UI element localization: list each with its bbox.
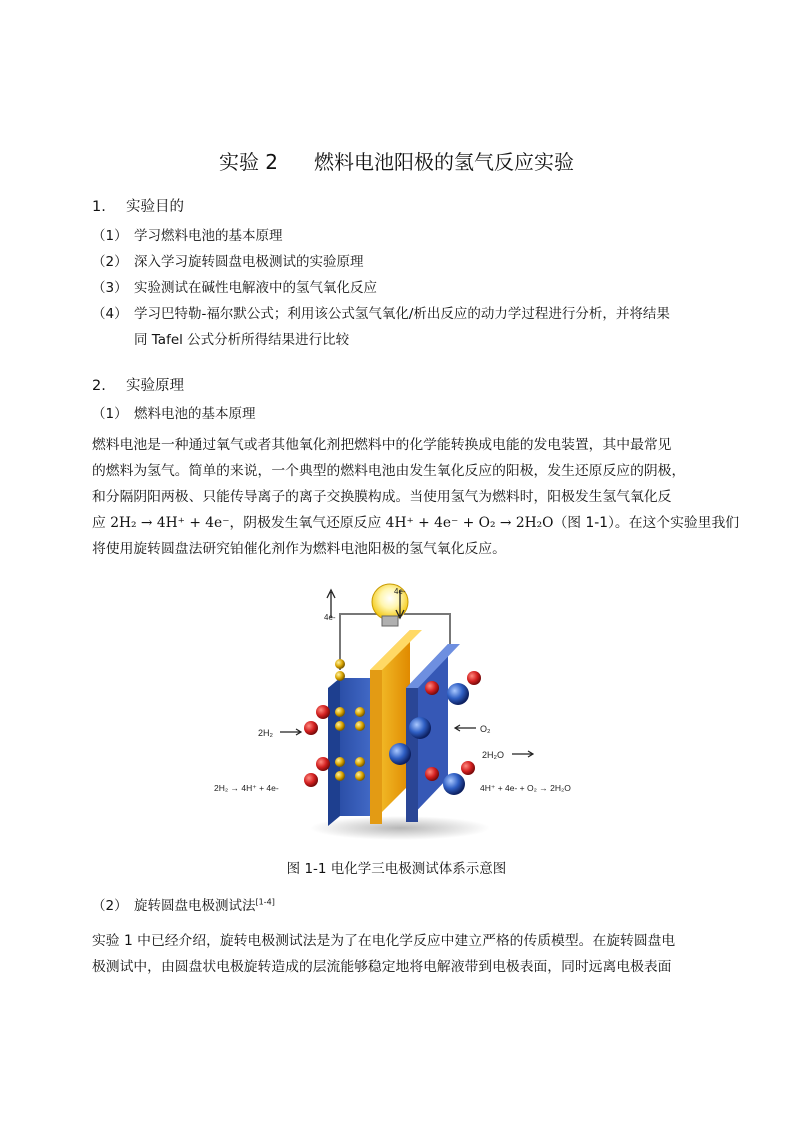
h2-input-arrow bbox=[280, 729, 301, 735]
section2-heading bbox=[92, 374, 184, 395]
subsection-text: 旋转圆盘电极测试法 bbox=[134, 898, 256, 914]
paragraph-line: 的燃料为氢气。简单的来说，一个典型的燃料电池由发生氧化反应的阳极，发生还原反应的阴极， bbox=[92, 463, 686, 479]
o2-label: O₂ bbox=[480, 724, 491, 734]
objective-text: 深入学习旋转圆盘电极测试的实验原理 bbox=[134, 254, 364, 270]
h2-input-label: 2H₂ bbox=[258, 728, 273, 738]
objective-item-3 bbox=[92, 276, 377, 296]
diagram-shadow bbox=[310, 816, 490, 840]
text-fragment: 应 bbox=[92, 515, 111, 531]
electron-label-right: 4e- bbox=[394, 587, 406, 596]
anode-equation: 2H₂ → 4H⁺ + 4e⁻ bbox=[110, 515, 230, 531]
objective-num: （1） bbox=[92, 228, 128, 244]
subsection-num: （2） bbox=[92, 898, 128, 914]
objective-item-4-continued: 同 Tafel 公式分析所得结果进行比较 bbox=[134, 332, 350, 348]
objective-text: 实验测试在碱性电解液中的氢气氧化反应 bbox=[134, 280, 377, 296]
text-fragment: ，阴极发生氧气还原反应 bbox=[229, 515, 386, 531]
subsection-text: 燃料电池的基本原理 bbox=[134, 406, 256, 422]
subsection-2-heading bbox=[92, 894, 275, 914]
paragraph-line-equations bbox=[92, 510, 740, 536]
objective-item-1 bbox=[92, 224, 283, 244]
paragraph-line: 燃料电池是一种通过氧气或者其他氧化剂把燃料中的化学能转换成电能的发电装置，其中最常见 bbox=[92, 437, 672, 453]
electron-icon bbox=[335, 659, 345, 669]
hydrogen-molecule-icon bbox=[304, 757, 330, 787]
text-fragment: （图 1-1）。在这个实验里我们 bbox=[553, 515, 740, 531]
paragraph-line: 和分隔阴阳两极、只能传导离子的离子交换膜构成。当使用氢气为燃料时，阳极发生氢气氧化反 bbox=[92, 489, 672, 505]
paragraph-line: 实验 1 中已经介绍，旋转电极测试法是为了在电化学反应中建立严格的传质模型。在旋转圆盘电 bbox=[92, 933, 676, 949]
section2-title: 实验原理 bbox=[126, 378, 184, 394]
fuel-cell-diagram bbox=[210, 578, 590, 844]
principle-paragraph bbox=[92, 432, 740, 562]
hydrogen-molecule-icon bbox=[304, 705, 330, 735]
section1-heading bbox=[92, 195, 184, 216]
water-output-arrow bbox=[512, 751, 533, 757]
objective-item-4 bbox=[92, 302, 670, 322]
rde-paragraph bbox=[92, 928, 704, 980]
section1-number: 1. bbox=[92, 199, 106, 215]
objective-num: （4） bbox=[92, 306, 128, 322]
page-title bbox=[0, 146, 793, 175]
reference-superscript: [1-4] bbox=[255, 897, 275, 907]
electron-label-left: 4e- bbox=[324, 613, 336, 622]
anode-reaction-label: 2H₂ → 4H⁺ + 4e- bbox=[214, 783, 279, 793]
objective-num: （2） bbox=[92, 254, 128, 270]
anode-plate bbox=[328, 678, 340, 826]
cathode-equation: 4H⁺ + 4e⁻ + O₂ → 2H₂O bbox=[385, 515, 554, 531]
objective-text: 学习燃料电池的基本原理 bbox=[134, 228, 283, 244]
electron-icon bbox=[335, 671, 345, 681]
objective-item-2 bbox=[92, 250, 364, 270]
objective-num: （3） bbox=[92, 280, 128, 296]
figure-caption: 图 1-1 电化学三电极测试体系示意图 bbox=[286, 861, 507, 877]
subsection-num: （1） bbox=[92, 406, 128, 422]
water-output-label: 2H₂O bbox=[482, 750, 504, 760]
paragraph-line: 极测试中，由圆盘状电极旋转造成的层流能够稳定地将电解液带到电极表面，同时远离电极表面 bbox=[92, 959, 672, 975]
o2-input-arrow bbox=[455, 725, 476, 731]
objective-text: 学习巴特勒-福尔默公式；利用该公式氢气氧化/析出反应的动力学过程进行分析，并将结果 bbox=[134, 306, 670, 322]
subsection-1-heading bbox=[92, 402, 256, 422]
title-number: 实验 2 bbox=[218, 150, 279, 174]
paragraph-line: 将使用旋转圆盘法研究铂催化剂作为燃料电池阳极的氢气氧化反应。 bbox=[92, 541, 506, 557]
section1-title: 实验目的 bbox=[126, 199, 184, 215]
title-text: 燃料电池阳极的氢气反应实验 bbox=[314, 150, 575, 174]
section2-number: 2. bbox=[92, 378, 106, 394]
cathode-reaction-label: 4H⁺ + 4e- + O₂ → 2H₂O bbox=[480, 783, 571, 793]
